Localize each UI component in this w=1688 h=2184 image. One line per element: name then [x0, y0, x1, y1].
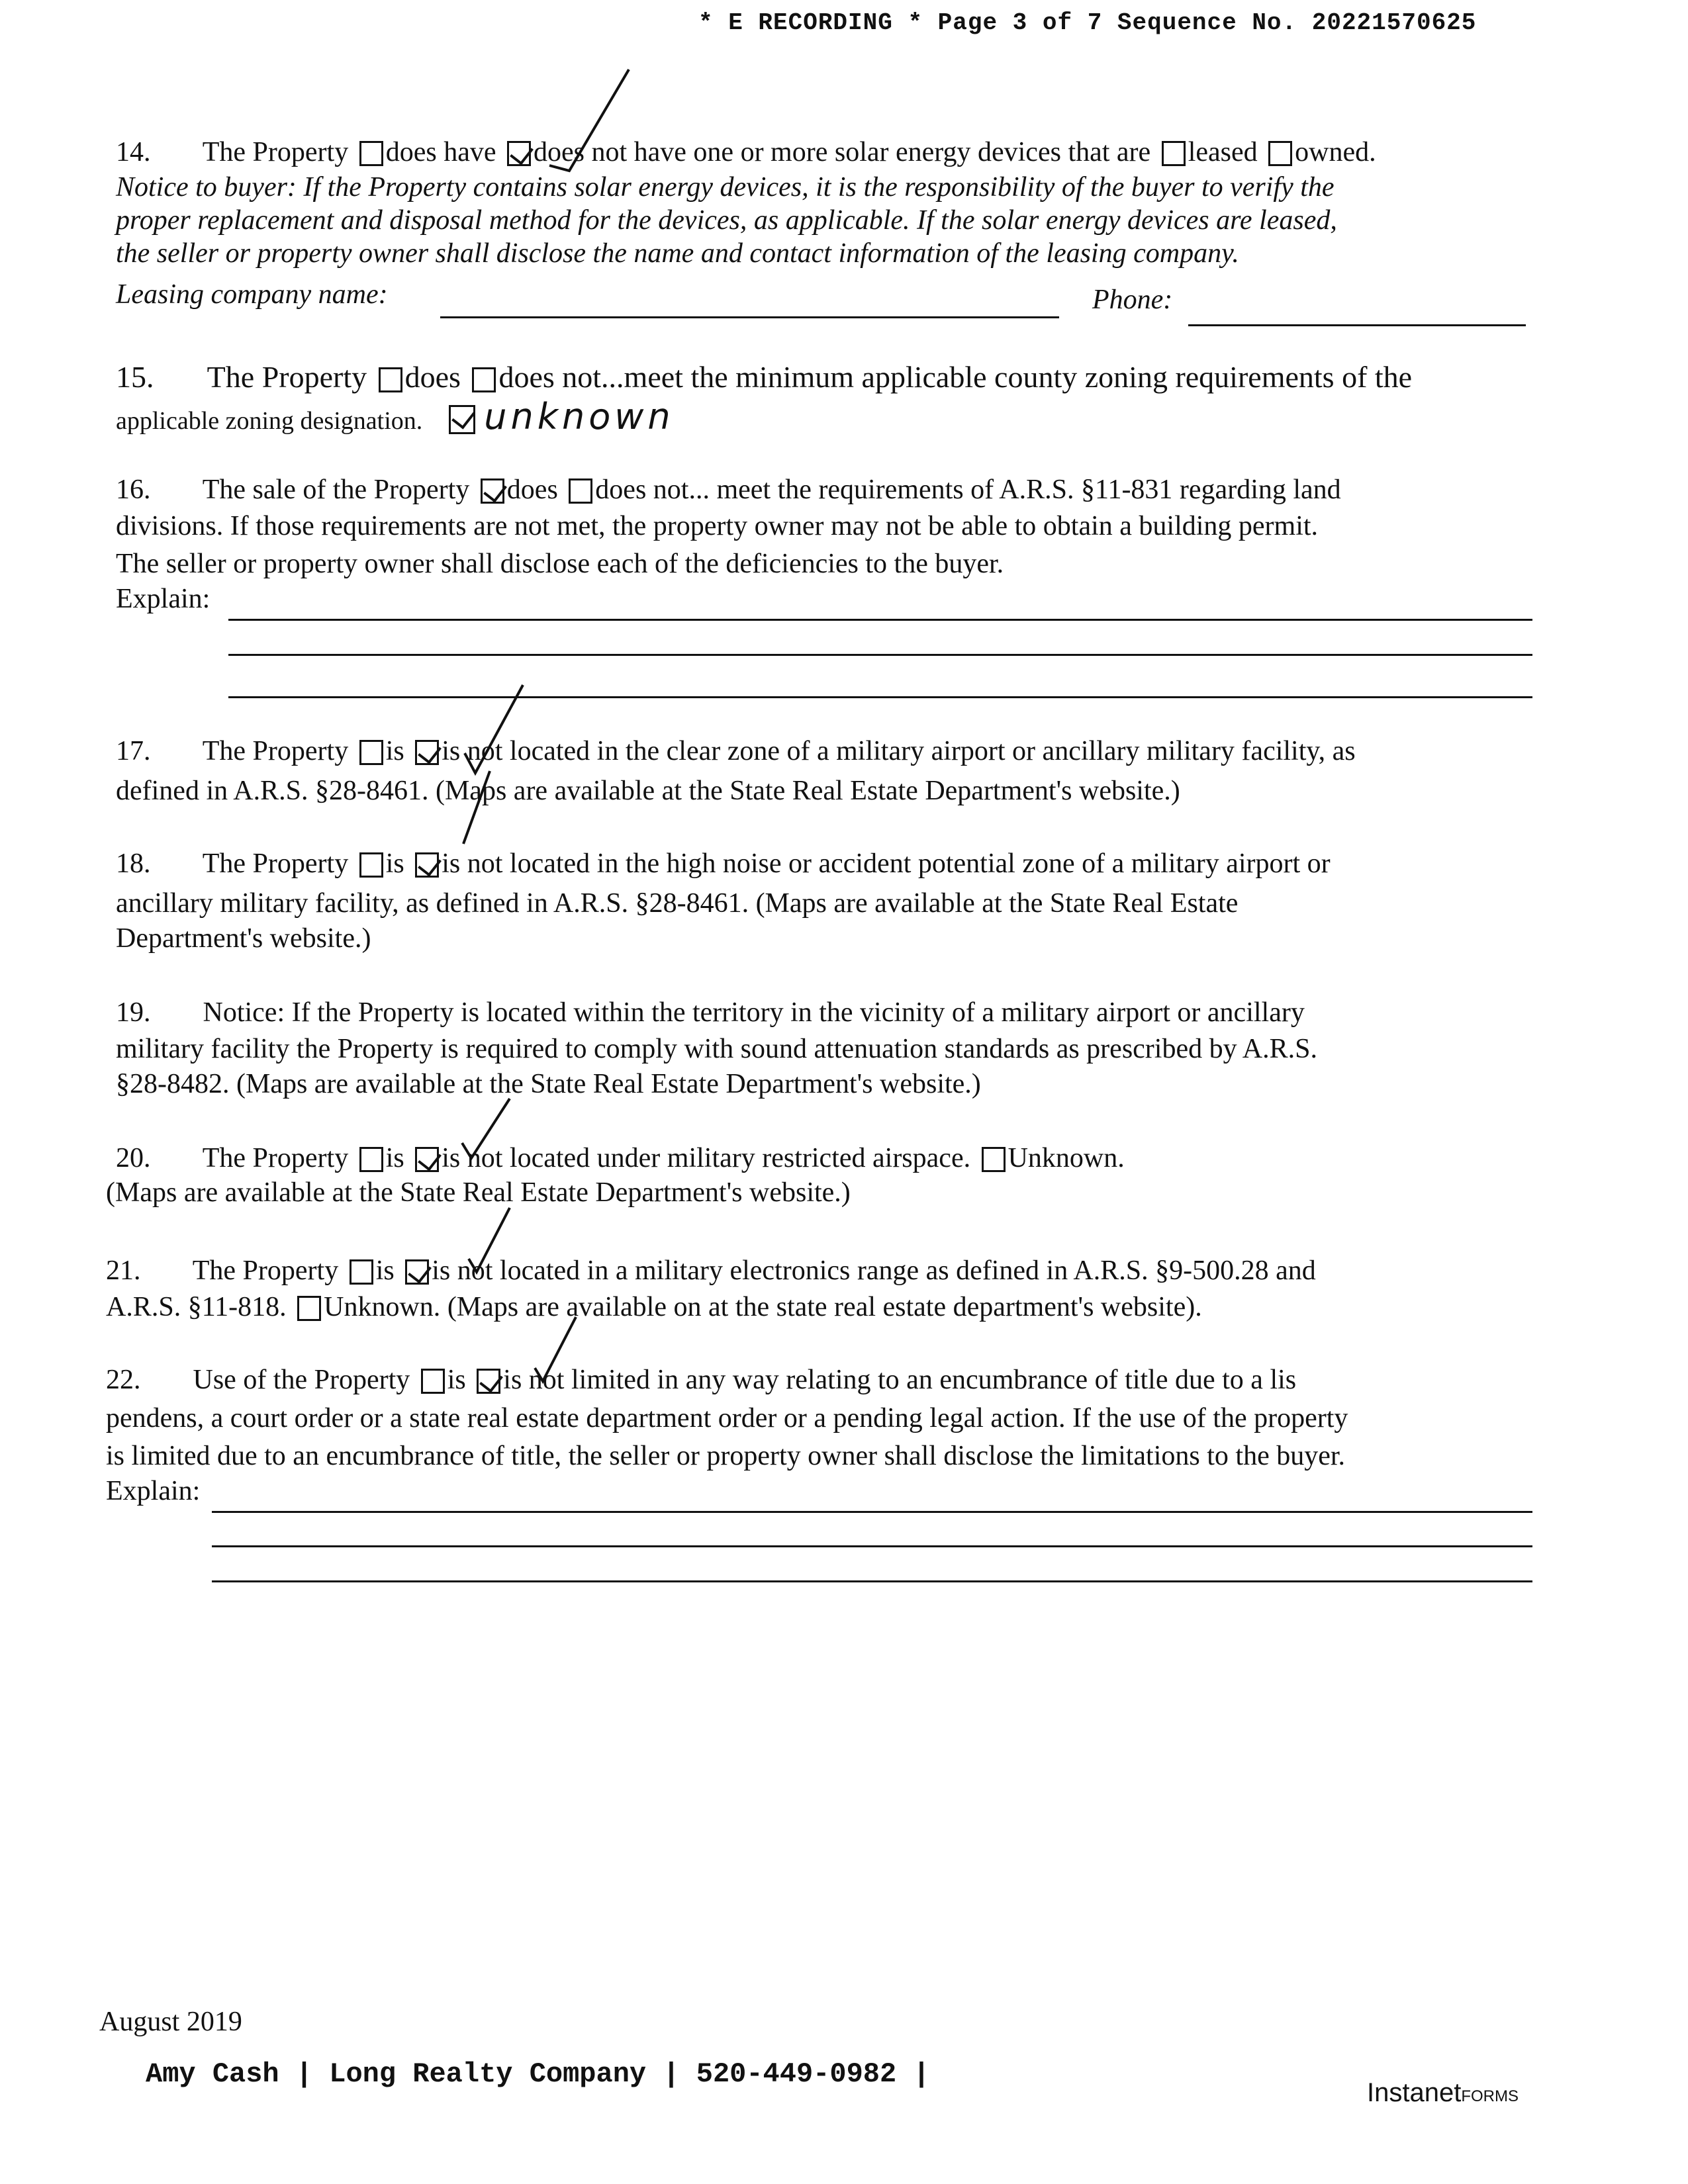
is-checkbox[interactable]: [350, 1259, 373, 1285]
is-not-checkbox[interactable]: [415, 740, 439, 765]
item-18-line-3: Department's website.): [116, 923, 371, 954]
instanet-logo: [1367, 2078, 1519, 2108]
item-19-line-3: §28-8482. (Maps are available at the State Real Estate Department's website.): [116, 1069, 981, 1099]
is-not-checkbox[interactable]: [477, 1369, 500, 1394]
item-text: applicable zoning designation.: [116, 407, 423, 435]
item-15: [116, 361, 1412, 394]
item-21: [106, 1254, 1316, 1287]
option-label: is: [447, 1365, 466, 1395]
item-number: 19.: [116, 997, 151, 1028]
item-text: (Maps are available on at the state real estate department's website).: [440, 1292, 1202, 1322]
unknown-checkbox[interactable]: [297, 1296, 321, 1321]
explain-label: Explain:: [116, 584, 211, 614]
explain-field-line-3[interactable]: [212, 1580, 1532, 1582]
item-text: is not limited in any way relating to an encumbrance of title due to a lis: [503, 1365, 1297, 1395]
item-22: [106, 1363, 1296, 1396]
explain-field-line-3[interactable]: [228, 696, 1532, 698]
does-not-checkbox[interactable]: [472, 367, 496, 392]
explain-field-line-2[interactable]: [228, 654, 1532, 656]
does-not-checkbox[interactable]: [569, 478, 592, 504]
brand-suffix: FORMS: [1461, 2087, 1519, 2105]
unknown-checkbox[interactable]: [982, 1147, 1006, 1172]
item-text: meet the requirements of A.R.S. §11-831 regarding land: [709, 475, 1341, 505]
item-16-line-3: The seller or property owner shall disclose each of the deficiencies to the buyer.: [116, 549, 1004, 579]
item-16: [116, 473, 1341, 506]
is-not-checkbox[interactable]: [405, 1259, 429, 1285]
item-number: 14.: [116, 137, 151, 167]
is-checkbox[interactable]: [359, 852, 383, 878]
item-lead: The Property: [202, 1143, 349, 1173]
item-number: 15.: [116, 360, 154, 394]
item-19: [116, 996, 1305, 1029]
item-20: [116, 1142, 1125, 1175]
item-lead: The sale of the Property: [202, 475, 470, 505]
item-22-line-3: is limited due to an encumbrance of title, the seller or property owner shall disclose the limitations to the buyer.: [106, 1441, 1346, 1471]
option-label: does: [506, 475, 558, 505]
is-not-checkbox[interactable]: [415, 1147, 439, 1172]
agent-info: Amy Cash | Long Realty Company | 520-449-0982 |: [146, 2058, 930, 2090]
notice-line-3: the seller or property owner shall disclose the name and contact information of the leasing company.: [116, 238, 1239, 269]
option-label: owned.: [1295, 137, 1376, 167]
item-19-line-2: military facility the Property is required to comply with sound attenuation standards as prescribed by A.R.S.: [116, 1034, 1317, 1064]
does-checkbox[interactable]: [379, 367, 402, 392]
option-label: does not: [498, 360, 602, 394]
item-number: 16.: [116, 475, 151, 505]
notice-line-2: proper replacement and disposal method for the devices, as applicable. If the solar energy devices are leased,: [116, 205, 1337, 236]
recording-header: * E RECORDING * Page 3 of 7 Sequence No. 20221570625: [698, 9, 1477, 36]
option-label: is: [385, 848, 404, 879]
item-17-line-2: defined in A.R.S. §28-8461. (Maps are available at the State Real Estate Department's website.): [116, 776, 1180, 806]
leased-checkbox[interactable]: [1162, 141, 1186, 166]
item-number: 20.: [116, 1143, 151, 1173]
item-14: [116, 136, 1376, 169]
option-label: is: [385, 1143, 404, 1173]
item-text: is not located in the high noise or accident potential zone of a military airport or: [442, 848, 1331, 879]
item-number: 17.: [116, 736, 151, 766]
item-lead: The Property: [202, 137, 349, 167]
item-16-line-2: divisions. If those requirements are not met, the property owner may not be able to obtain a building permit.: [116, 511, 1319, 541]
item-text: is not located in the clear zone of a military airport or ancillary military facility, as: [442, 736, 1356, 766]
option-label: does have: [385, 137, 496, 167]
item-lead: Use of the Property: [193, 1365, 410, 1395]
phone-field[interactable]: [1188, 324, 1526, 326]
phone-label: Phone:: [1092, 285, 1173, 315]
option-label: is: [385, 736, 404, 766]
does-have-checkbox[interactable]: [359, 141, 383, 166]
is-checkbox[interactable]: [421, 1369, 445, 1394]
explain-field-line-1[interactable]: [228, 619, 1532, 621]
item-text: ...meet the minimum applicable county zoning requirements of the: [601, 360, 1413, 394]
item-number: 21.: [106, 1255, 141, 1286]
item-20-line-2: (Maps are available at the State Real Estate Department's website.): [106, 1177, 851, 1208]
item-18-line-2: ancillary military facility, as defined in A.R.S. §28-8461. (Maps are available at the State Real Estate: [116, 888, 1239, 919]
form-date: August 2019: [99, 2007, 242, 2037]
owned-checkbox[interactable]: [1268, 141, 1292, 166]
option-label: does not...: [595, 475, 710, 505]
is-checkbox[interactable]: [359, 1147, 383, 1172]
is-checkbox[interactable]: [359, 740, 383, 765]
option-label: does: [404, 360, 461, 394]
item-text: Notice: If the Property is located within the territory in the vicinity of a military airport or ancillary: [203, 997, 1305, 1028]
option-label: Unknown.: [324, 1292, 441, 1322]
item-number: 18.: [116, 848, 151, 879]
item-text: A.R.S. §11-818.: [106, 1292, 287, 1322]
leasing-company-label: Leasing company name:: [116, 279, 388, 310]
does-not-have-checkbox[interactable]: [507, 141, 531, 166]
explain-field-line-2[interactable]: [212, 1545, 1532, 1547]
item-text: is not located in a military electronics range as defined in A.R.S. §9-500.28 and: [432, 1255, 1316, 1286]
option-label: does not have one or more solar energy devices that are: [533, 137, 1151, 167]
item-22-line-2: pendens, a court order or a state real estate department order or a pending legal action. If the use of the property: [106, 1403, 1348, 1433]
does-checkbox[interactable]: [481, 478, 504, 504]
explain-field-line-1[interactable]: [212, 1511, 1532, 1513]
item-lead: The Property: [202, 736, 349, 766]
item-18: [116, 847, 1331, 880]
notice-line-1: Notice to buyer: If the Property contains solar energy devices, it is the responsibility of the buyer to verify the: [116, 172, 1335, 203]
handwritten-check-mark: [543, 66, 642, 179]
brand-name: Instanet: [1367, 2078, 1462, 2107]
item-number: 22.: [106, 1365, 141, 1395]
item-lead: The Property: [192, 1255, 339, 1286]
item-lead: The Property: [207, 360, 367, 394]
option-label: leased: [1188, 137, 1258, 167]
item-17: [116, 735, 1356, 768]
item-15-line-2: [116, 396, 675, 437]
unknown-checkbox[interactable]: [449, 405, 475, 434]
explain-label: Explain:: [106, 1476, 201, 1506]
is-not-checkbox[interactable]: [415, 852, 439, 878]
item-21-line-2: [106, 1291, 1202, 1324]
option-label: Unknown.: [1008, 1143, 1125, 1173]
option-label: is: [375, 1255, 395, 1286]
leasing-company-field[interactable]: [440, 316, 1059, 318]
item-lead: The Property: [202, 848, 349, 879]
item-text: is not located under military restricted airspace.: [442, 1143, 971, 1173]
handwritten-note: unknown: [484, 396, 675, 437]
